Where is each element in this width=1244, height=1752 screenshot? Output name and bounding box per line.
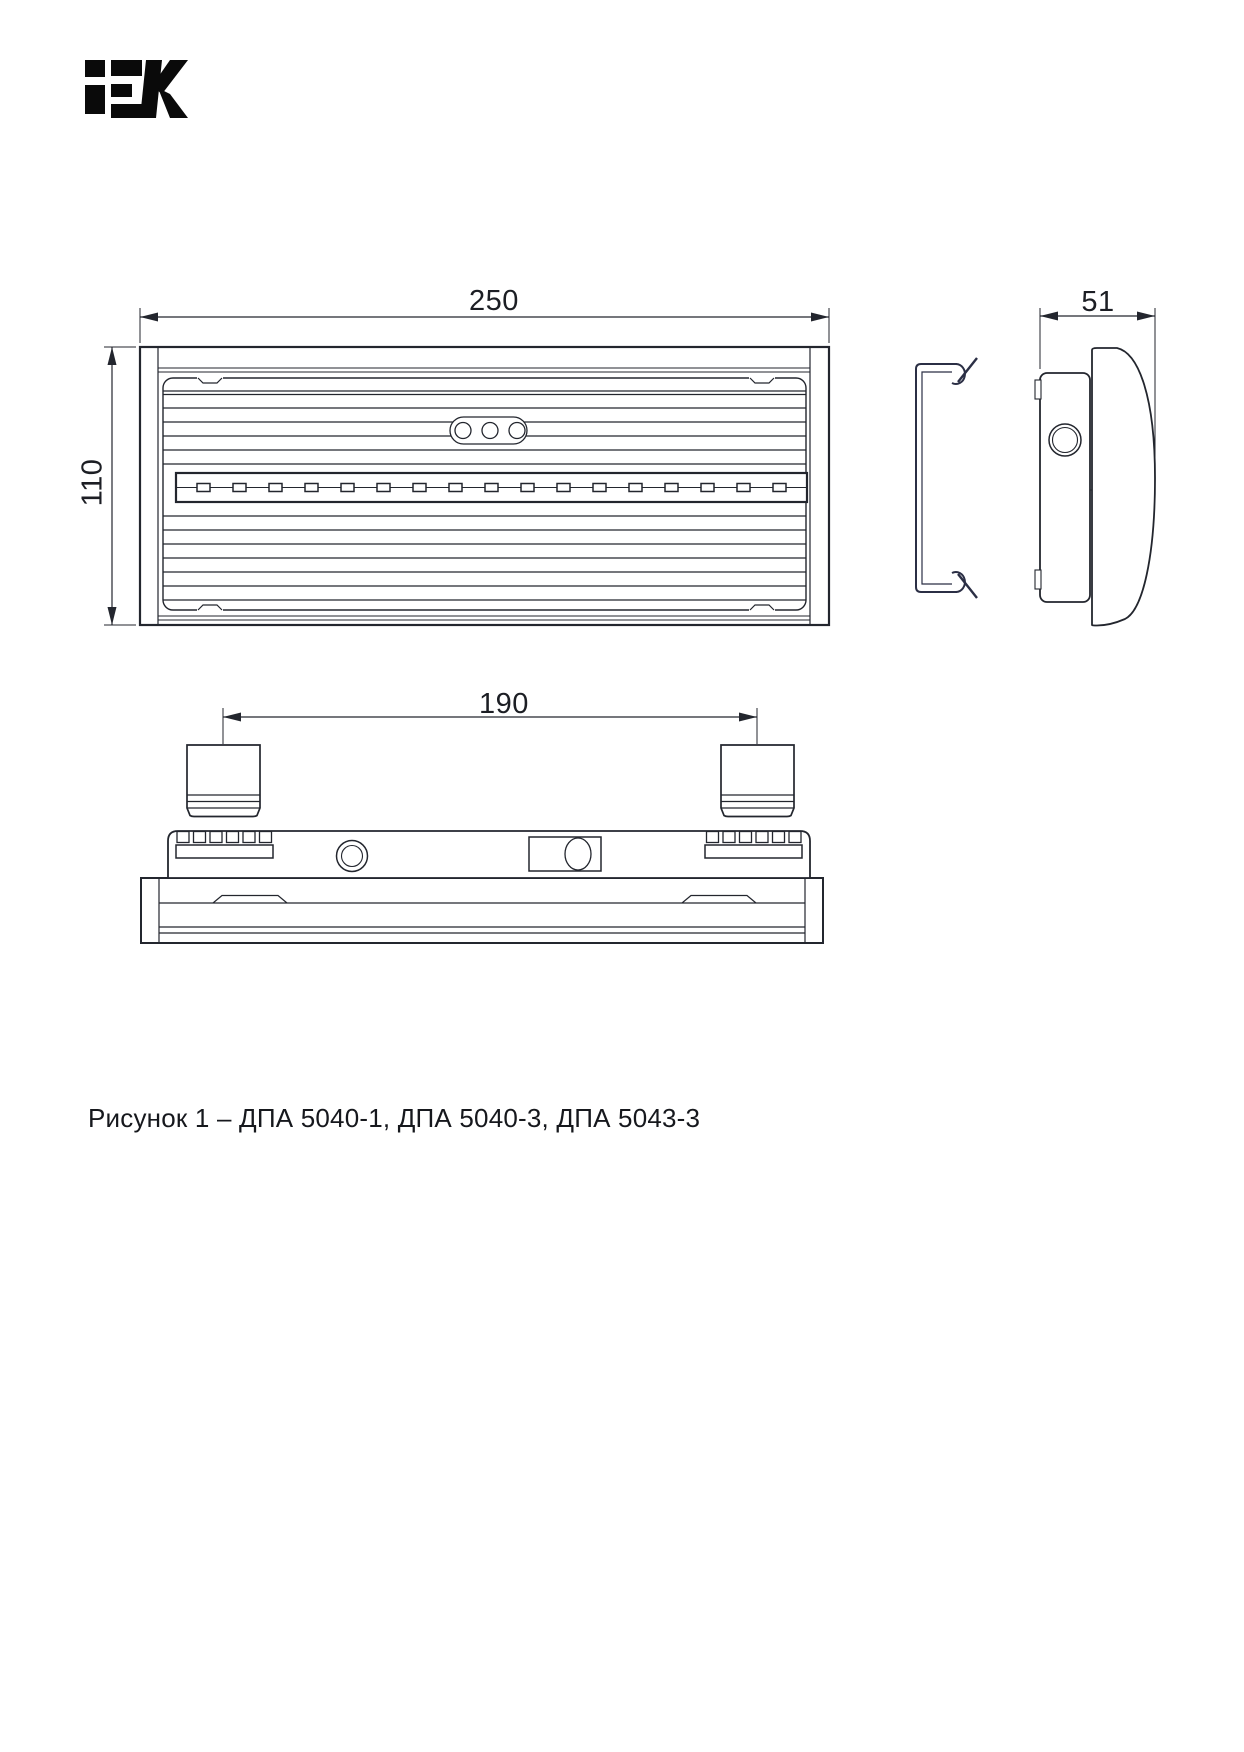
mounting-boss-left bbox=[187, 745, 260, 817]
side-clip-bottom bbox=[1035, 570, 1041, 589]
bracket-inner bbox=[922, 372, 952, 584]
bottom-view bbox=[141, 708, 823, 943]
arrowhead-right bbox=[1137, 312, 1155, 321]
led-strip bbox=[176, 473, 807, 502]
arrowhead-left bbox=[223, 713, 241, 722]
side-body bbox=[1035, 373, 1099, 602]
dim-label-110: 110 bbox=[76, 458, 109, 507]
figure-caption: Рисунок 1 – ДПА 5040-1, ДПА 5040-3, ДПА 5043-3 bbox=[88, 1103, 701, 1133]
side-clip-top bbox=[1035, 380, 1041, 399]
mounting-bracket bbox=[916, 358, 977, 598]
bracket-hook-top-tip bbox=[958, 358, 977, 382]
indicator-cluster bbox=[450, 417, 527, 444]
arrowhead-right bbox=[739, 713, 757, 722]
side-view bbox=[916, 308, 1155, 626]
arrowhead-left bbox=[140, 313, 158, 322]
front-view bbox=[104, 308, 829, 625]
dim-label-250: 250 bbox=[469, 285, 519, 317]
arrowhead-left bbox=[1040, 312, 1058, 321]
dim-label-190: 190 bbox=[479, 688, 529, 720]
dim-label-51: 51 bbox=[1081, 286, 1115, 318]
bracket-hook-bottom-tip bbox=[958, 574, 977, 598]
arrowhead-down bbox=[108, 607, 117, 625]
arrowhead-up bbox=[108, 347, 117, 365]
bottom-base bbox=[141, 878, 823, 943]
side-lens bbox=[1092, 348, 1155, 626]
arrowhead-right bbox=[811, 313, 829, 322]
mounting-boss-right bbox=[721, 745, 794, 817]
dimension-110 bbox=[104, 347, 136, 625]
